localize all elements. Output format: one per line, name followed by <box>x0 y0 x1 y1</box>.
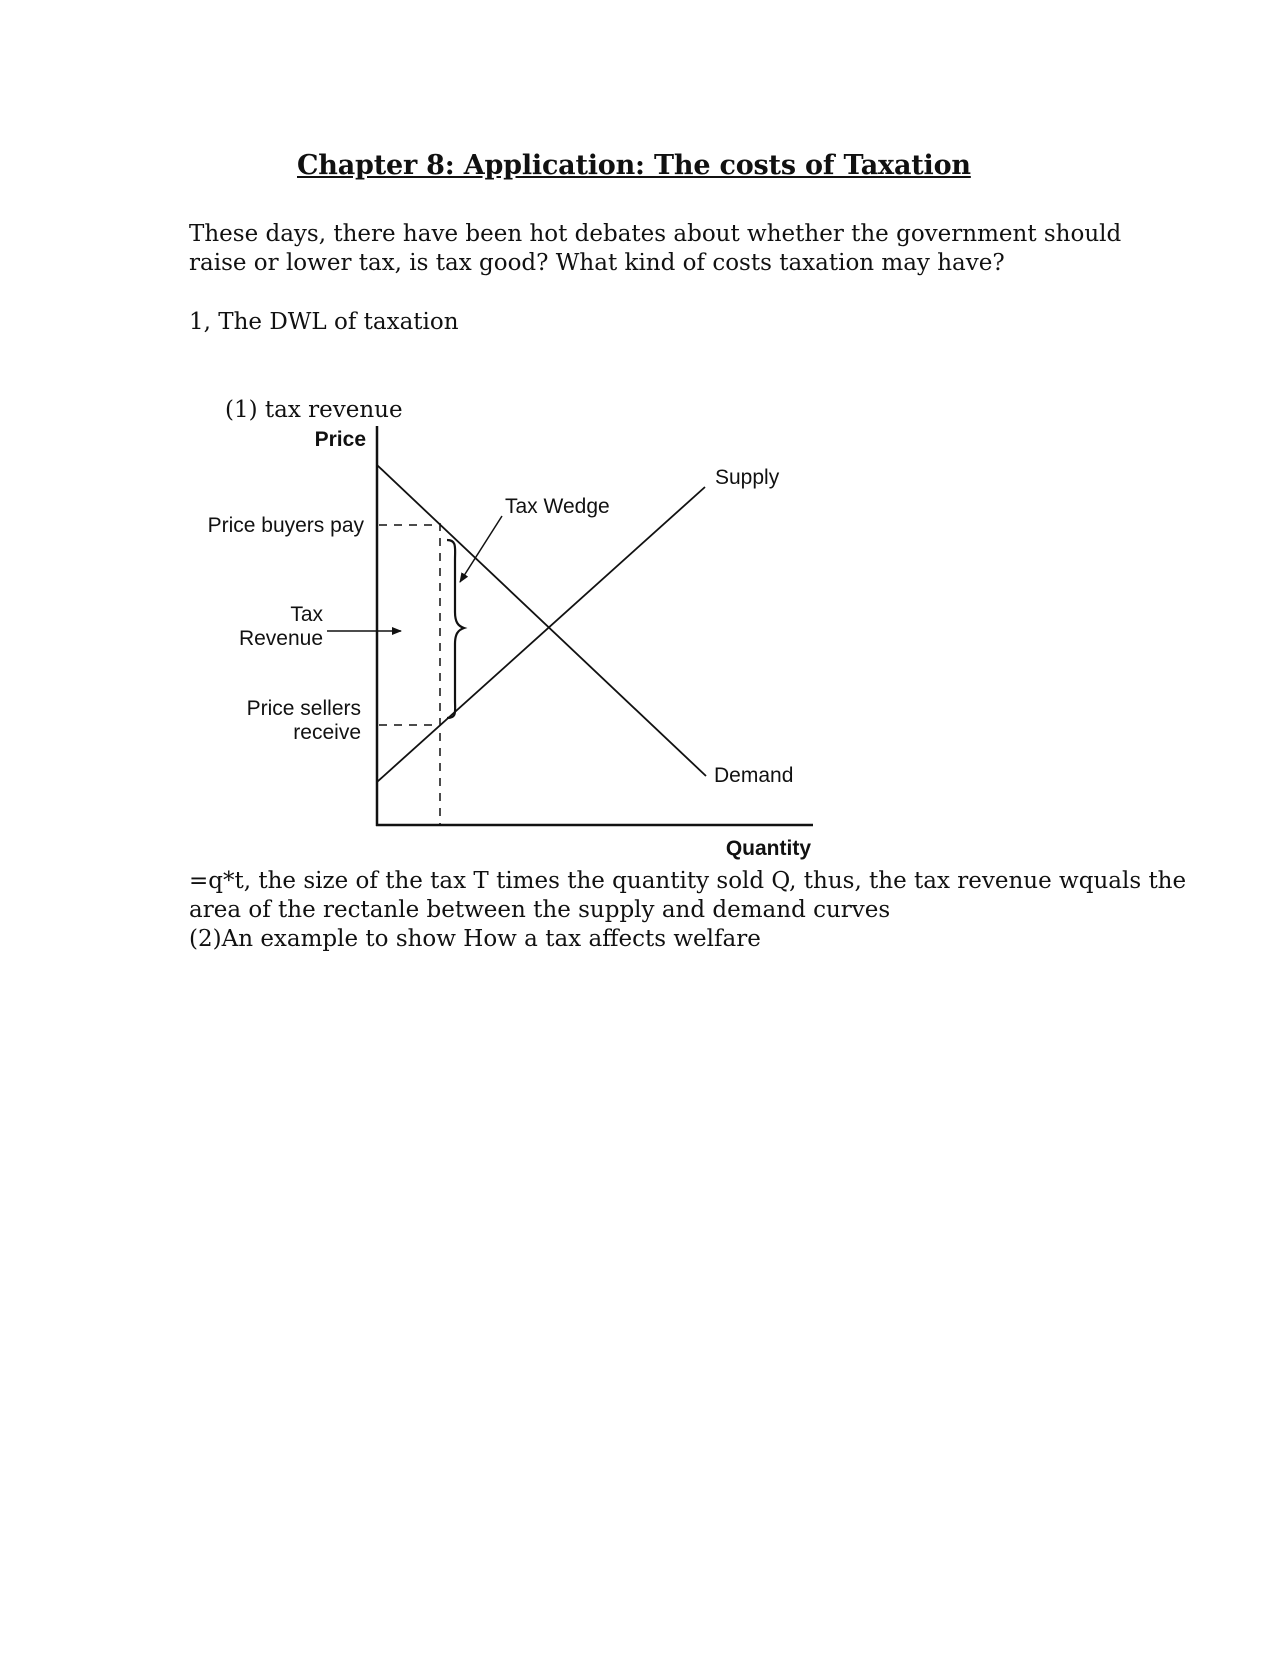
price-sellers-receive-label-line-2: receive <box>293 721 361 744</box>
tax-revenue-label-line-1: Tax <box>290 603 323 626</box>
price-buyers-pay-label: Price buyers pay <box>207 514 364 537</box>
explanation-line-1: =q*t, the size of the tax T times the quantity sold Q, thus, the tax revenue wquals the <box>189 868 1187 894</box>
subsection-tax-revenue: (1) tax revenue <box>225 397 403 423</box>
x-axis-label: Quantity <box>725 837 811 860</box>
y-axis-label: Price <box>314 428 366 451</box>
page-title: Chapter 8: Application: The costs of Taxation <box>297 150 971 181</box>
tax-wedge-brace <box>447 540 464 718</box>
supply-curve <box>377 487 705 782</box>
tax-revenue-label-line-2: Revenue <box>238 627 323 650</box>
price-sellers-receive-label-line-1: Price sellers <box>246 697 361 720</box>
demand-label: Demand <box>714 764 794 787</box>
example-heading: (2)An example to show How a tax affects welfare <box>189 926 761 952</box>
explanation-line-2: area of the rectanle between the supply and demand curves <box>189 897 891 923</box>
intro-paragraph-line-2: raise or lower tax, is tax good? What kind of costs taxation may have? <box>189 250 1005 276</box>
tax-wedge-label: Tax Wedge <box>505 495 610 518</box>
supply-label: Supply <box>715 466 780 489</box>
section-heading-dwl: 1, The DWL of taxation <box>189 309 459 335</box>
intro-paragraph-line-1: These days, there have been hot debates about whether the government should <box>189 221 1122 247</box>
